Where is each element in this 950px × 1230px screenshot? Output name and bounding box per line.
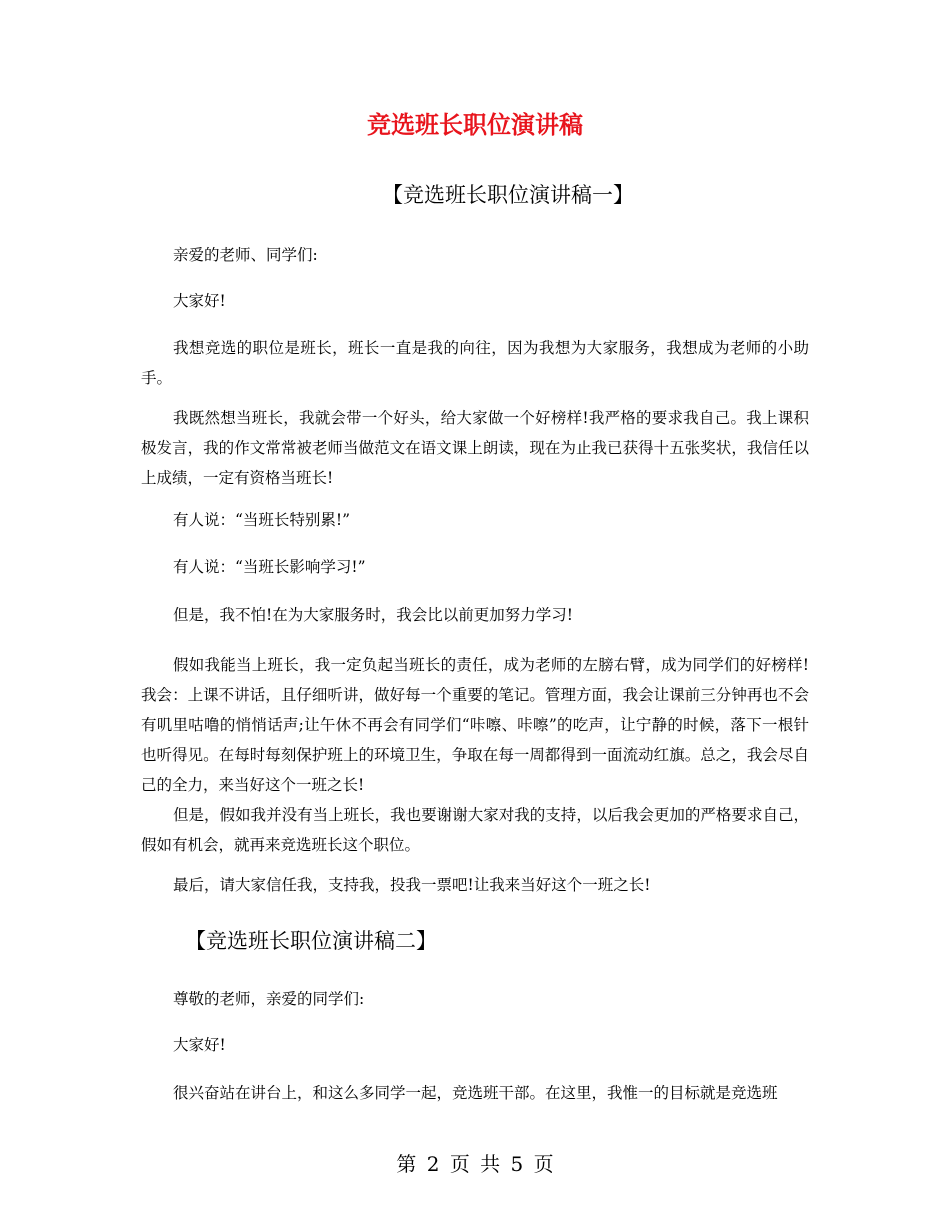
- paragraph: 大家好!: [173, 292, 226, 310]
- paragraph: 我既然想当班长，我就会带一个好头，给大家做一个好榜样!我严格的要求我自己。我上课积极发言，我的作文常常被老师当做范文在语文课上朗读，现在为止我已获得十五张奖状，我信任以上成绩，一定有资格当班长!: [141, 409, 809, 487]
- paragraph: 尊敬的老师，亲爱的同学们:: [173, 990, 365, 1008]
- paragraph: 亲爱的老师、同学们:: [173, 246, 318, 264]
- paragraph: 但是，假如我并没有当上班长，我也要谢谢大家对我的支持，以后我会更加的严格要求自己，假如有机会，就再来竞选班长这个职位。: [141, 806, 809, 854]
- paragraph: 有人说：“当班长影响学习!”: [173, 558, 366, 576]
- document-title: 竞选班长职位演讲稿: [367, 110, 583, 139]
- paragraph: 很兴奋站在讲台上，和这么多同学一起，竞选班干部。在这里，我惟一的目标就是竞选班: [173, 1084, 778, 1102]
- section-heading-2: 【竞选班长职位演讲稿二】: [185, 929, 437, 953]
- page-number: 第 2 页 共 5 页: [396, 1152, 554, 1176]
- section-heading-1: 【竞选班长职位演讲稿一】: [382, 183, 634, 207]
- paragraph: 大家好!: [173, 1036, 226, 1054]
- paragraph: 我想竞选的职位是班长，班长一直是我的向往，因为我想为大家服务，我想成为老师的小助手。: [141, 339, 809, 387]
- paragraph: 有人说：“当班长特别累!”: [173, 511, 351, 529]
- paragraph: 最后，请大家信任我，支持我，投我一票吧!让我来当好这个一班之长!: [173, 876, 651, 894]
- paragraph: 假如我能当上班长，我一定负起当班长的责任，成为老师的左膀右臂，成为同学们的好榜样!我会：上课不讲话，且仔细听讲，做好每一个重要的笔记。管理方面，我会让课前三分钟再也不会有叽里咕噜的悄悄话声;让午休不再会有同学们“咔嚓、咔嚓”的吃声，让宁静的时候，落下一根针也听得见。在每时每刻保护班上的环境卫生，争取在每一周都得到一面流动红旗。总之，我会尽自己的全力，来当好这个一班之长!: [141, 656, 809, 794]
- paragraph: 但是，我不怕!在为大家服务时，我会比以前更加努力学习!: [173, 606, 573, 624]
